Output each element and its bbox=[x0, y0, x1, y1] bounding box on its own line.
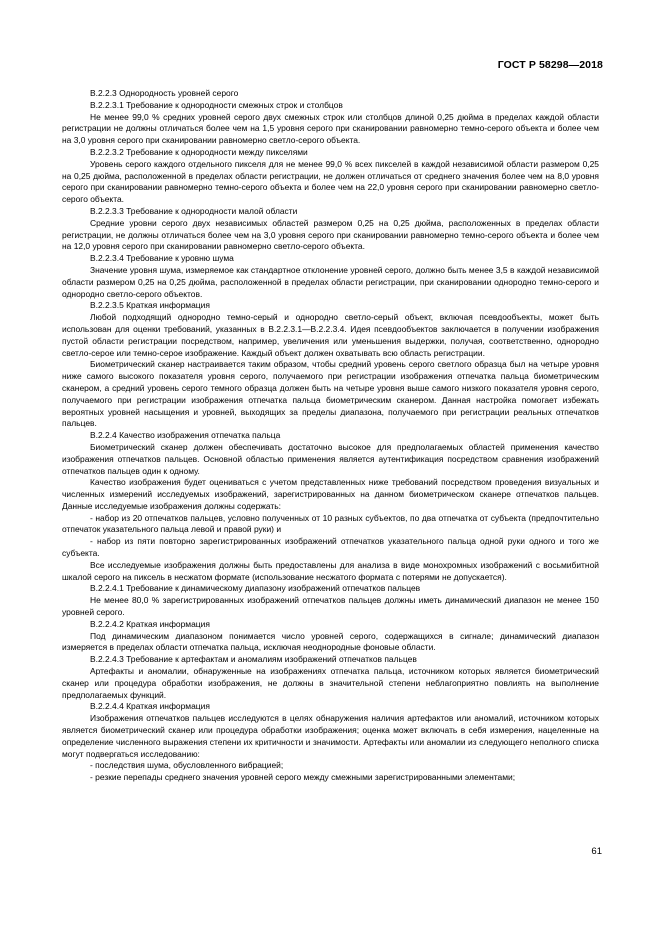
document-body bbox=[62, 88, 599, 784]
section-heading: В.2.2.4 Качество изображения отпечатка пальца bbox=[90, 430, 281, 441]
list-item: - набор из пяти повторно зарегистрированных изображений отпечатков указательного пальца одной руки одного и того же субъекта. bbox=[62, 536, 599, 559]
document-header: ГОСТ Р 58298—2018 bbox=[497, 59, 603, 71]
body-paragraph: Все исследуемые изображения должны быть предоставлены для анализа в виде монохромных изображений с восьмибитной шкалой серого на пиксель в несжатом формате (использование несжатого формата с потерями не допускается). bbox=[62, 559, 599, 582]
subsection-heading: В.2.2.3.4 Требование к уровню шума bbox=[90, 253, 234, 264]
body-paragraph: Биометрический сканер настраивается таким образом, чтобы средний уровень серого светлого образца был на четыре уровня ниже самого высокого показателя уровня серого, получаемого при регистрации изображения отпечатка пальца биометрическим сканером, а средний уровень серого темного образца должен быть на четыре уровня выше самого низкого показателя уровня серого, получаемого при регистрации изображения отпечатка пальца биометрическим сканером. Данная настройка помогает избежать вероятных уровней насыщения и уровней, выходящих за пределы диапазона, получаемого при регистрации реальных отпечатков пальцев. bbox=[62, 359, 599, 429]
subsection-heading: В.2.2.3.3 Требование к однородности малой области bbox=[90, 205, 298, 216]
body-paragraph: Артефакты и аномалии, обнаруженные на изображениях отпечатка пальца, источником которых является биометрический сканер или процедура обработки изображения, не должны в значительной степени неблагоприятно повлиять на выполнение предполагаемых функций. bbox=[62, 666, 599, 700]
page-number: 61 bbox=[591, 846, 602, 857]
list-item: - резкие перепады среднего значения уровней серого между смежными зарегистрированными элементами; bbox=[90, 772, 516, 783]
subsection-heading: В.2.2.3.1 Требование к однородности смежных строк и столбцов bbox=[90, 99, 343, 110]
body-paragraph: Под динамическим диапазоном понимается число уровней серого, содержащихся в сигнале; динамический диапазон измеряется в пределах области отпечатка пальца, исключая неоднородные фоновые области. bbox=[62, 630, 599, 653]
body-paragraph: Не менее 99,0 % средних уровней серого двух смежных строк или столбцов длиной 0,25 дюйма в пределах каждой области регистрации не должны отличаться более чем на 1,5 уровня серого при сканировании равномерно темно-серого объекта и более чем на 3,0 уровня серого при сканировании равномерно светло-серого объекта. bbox=[62, 111, 599, 146]
list-item: - набор из 20 отпечатков пальцев, условно полученных от 10 разных субъектов, по два отпечатка от субъекта (предпочтительно отпечаток указательного пальца левой и правой руки) и bbox=[62, 512, 599, 535]
subsection-heading: В.2.2.3.5 Краткая информация bbox=[90, 300, 210, 311]
body-paragraph: Биометрический сканер должен обеспечивать достаточно высокое для предполагаемых областей применения качество изображения отпечатков пальцев. Основной областью применения является аутентификация посредством сравнения изображений отпечатков пальцев один к одному. bbox=[62, 441, 599, 476]
body-paragraph: Качество изображения будет оцениваться с учетом представленных ниже требований посредством проведения визуальных и численных измерений исследуемых изображений, зарегистрированных на данном биометрическом сканере отпечатков пальцев. Данные исследуемые изображения должны содержать: bbox=[62, 477, 599, 511]
list-item: - последствия шума, обусловленного вибрацией; bbox=[90, 760, 284, 771]
subsection-heading: В.2.2.3.2 Требование к однородности между пикселями bbox=[90, 146, 308, 157]
subsection-heading: В.2.2.4.1 Требование к динамическому диапазону изображений отпечатков пальцев bbox=[90, 583, 421, 594]
subsection-heading: В.2.2.4.4 Краткая информация bbox=[90, 701, 210, 712]
section-heading: В.2.2.3 Однородность уровней серого bbox=[90, 88, 239, 98]
body-paragraph: Не менее 80,0 % зарегистрированных изображений отпечатков пальцев должны иметь динамический диапазон не менее 150 уровней серого. bbox=[62, 595, 599, 618]
subsection-heading: В.2.2.4.2 Краткая информация bbox=[90, 618, 210, 629]
body-paragraph: Уровень серого каждого отдельного пикселя для не менее 99,0 % всех пикселей в каждой независимой области размером 0,25 на 0,25 дюйма, расположенной в пределах области регистрации, не должен отличаться от среднего значения более чем на 8,0 уровня серого при сканировании равномерно темно-серого объекта и более чем на 22,0 уровня серого при сканировании равномерно светло-серого объекта. bbox=[62, 158, 599, 205]
body-paragraph: Средние уровни серого двух независимых областей размером 0,25 на 0,25 дюйма, расположенных в пределах области регистрации, не должны отличаться более чем на 3,0 уровня серого при сканировании равномерно темно-серого объекта и более чем на 12,0 уровня серого при сканировании равномерно светло-серого объекта. bbox=[62, 217, 599, 252]
body-paragraph: Значение уровня шума, измеряемое как стандартное отклонение уровней серого, должно быть менее 3,5 в каждой независимой области размером 0,25 на 0,25 дюйма, расположенной в пределах области регистрации, при сканировании однородно темно-серого и однородно светло-серого объектов. bbox=[62, 264, 599, 299]
body-paragraph: Изображения отпечатков пальцев исследуются в целях обнаружения наличия артефактов или аномалий, источником которых является биометрический сканер или процедура обработки изображения; оценка может включать в себя измерения, нацеленные на определение численного выражения степени их критичности и значимости. Артефакты или аномалии из следующего неполного списка могут подвергаться исследованию: bbox=[62, 713, 599, 759]
body-paragraph: Любой подходящий однородно темно-серый и однородно светло-серый объект, включая псевдообъекты, может быть использован для оценки требований, указанных в В.2.2.3.1—В.2.2.3.4. Идея псевдообъектов заключается в получении изображения пустой области регистрации посредством, например, увеличения или уменьшения выдержки, получая, соответственно, однородно светло-серое или темно-серое изображение. Каждый объект должен охватывать всю область регистрации. bbox=[62, 312, 599, 358]
subsection-heading: В.2.2.4.3 Требование к артефактам и аномалиям изображений отпечатков пальцев bbox=[90, 654, 417, 665]
